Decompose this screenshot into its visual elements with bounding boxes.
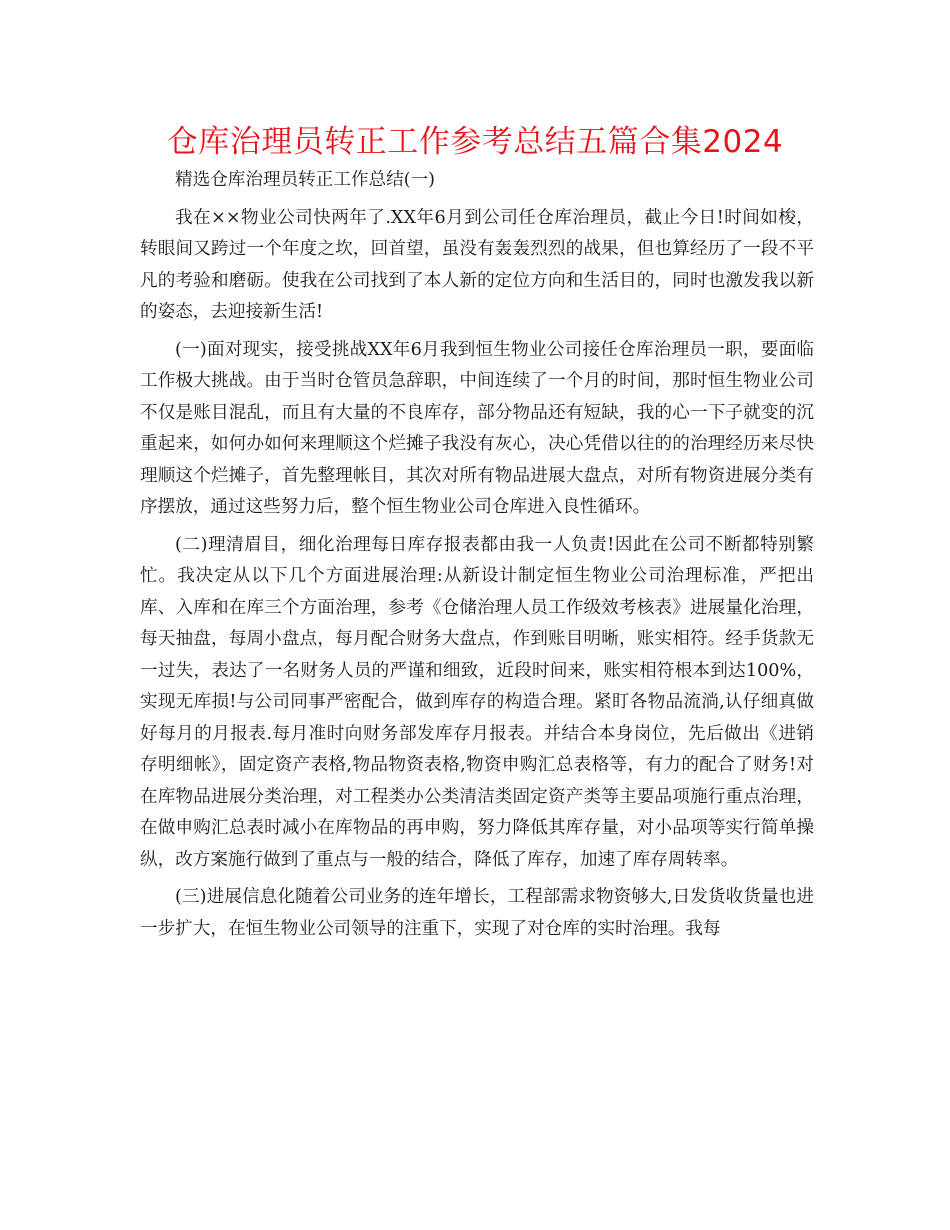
- document-body: [140, 165, 814, 951]
- paragraph-intro: 我在××物业公司快两年了.XX年6月到公司任仓库治理员，截止今日!时间如梭，转眼间又跨过一个年度之坎，回首望，虽没有轰轰烈烈的战果，但也算经历了一段不平凡的考验和磨砺。使我在公司找到了本人新的定位方向和生活目的，同时也激发我以新的姿态，去迎接新生活!: [140, 207, 814, 322]
- paragraph-section-1: (一)面对现实，接受挑战XX年6月我到恒生物业公司接任仓库治理员一职，要面临工作极大挑战。由于当时仓管员急辞职，中间连续了一个月的时间，那时恒生物业公司不仅是账目混乱，而且有大量的不良库存，部分物品还有短缺，我的心一下子就变的沉重起来，如何办如何来理顺这个烂摊子我没有灰心，决心凭借以往的的治理经历来尽快理顺这个烂摊子，首先整理帐目，其次对所有物品进展大盘点，对所有物资进展分类有序摆放，通过这些努力后，整个恒生物业公司仓库进入良性循环。: [140, 339, 814, 517]
- section-subtitle: 精选仓库治理员转正工作总结(一): [175, 170, 436, 190]
- paragraph-section-3: (三)进展信息化随着公司业务的连年增长，工程部需求物资够大,日发货收货量也进一步扩大，在恒生物业公司领导的注重下，实现了对仓库的实时治理。我每: [140, 887, 814, 939]
- document-title: 仓库治理员转正工作参考总结五篇合集2024: [166, 124, 784, 160]
- paragraph-section-2: (二)理清眉目，细化治理每日库存报表都由我一人负责!因此在公司不断都特别繁忙。我决定从以下几个方面进展治理:从新设计制定恒生物业公司治理标准，严把出库、入库和在库三个方面治理，参考《仓储治理人员工作级效考核表》进展量化治理，每天抽盘，每周小盘点，每月配合财务大盘点，作到账目明晰，账实相符。经手货款无一过失，表达了一名财务人员的严谨和细致，近段时间来，账实相符根本到达100%，实现无库损!与公司同事严密配合，做到库存的构造合理。紧盯各物品流淌,认仔细真做好每月的月报表.每月准时向财务部发库存月报表。并结合本身岗位，先后做出《进销存明细帐》，固定资产表格,物品物资表格,物资申购汇总表格等，有力的配合了财务!对在库物品进展分类治理，对工程类办公类清洁类固定资产类等主要品项施行重点治理，在做申购汇总表时减小在库物品的再申购，努力降低其库存量，对小品项等实行简单操纵，改方案施行做到了重点与一般的结合，降低了库存，加速了库存周转率。: [140, 534, 814, 870]
